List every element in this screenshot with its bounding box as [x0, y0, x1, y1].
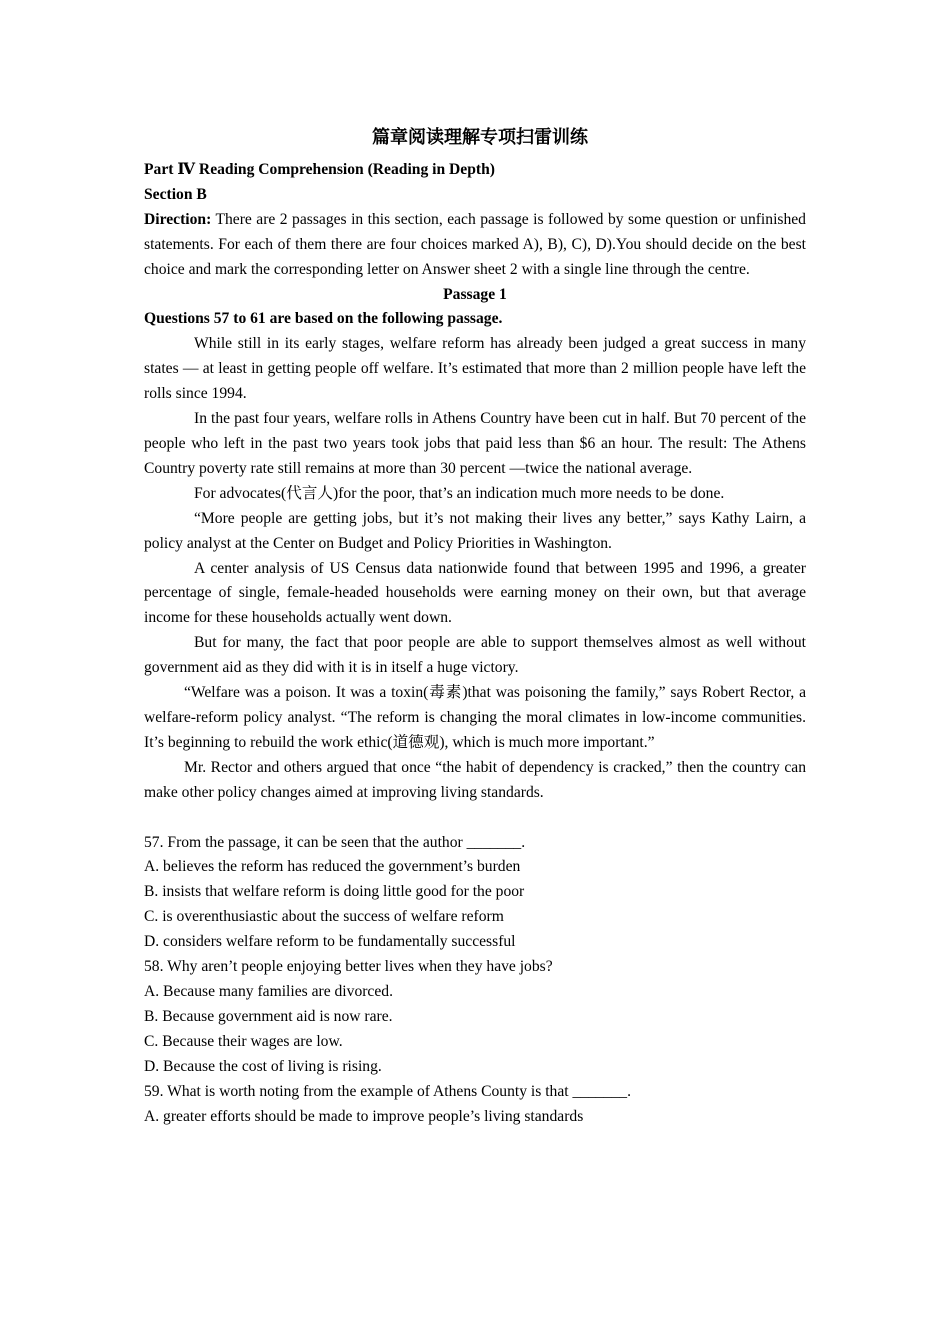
- answer-option: B. Because government aid is now rare.: [144, 1007, 393, 1025]
- passage-title: Passage 1: [443, 285, 507, 303]
- answer-option: C. Because their wages are low.: [144, 1032, 343, 1050]
- passage-paragraph: A center analysis of US Census data nationwide found that between 1995 and 1996, a greater percentage of single, female-headed households were earning money on their own, but that average income for these households actually went down.: [144, 559, 806, 627]
- part-heading: Part Ⅳ Reading Comprehension (Reading in Depth): [144, 161, 495, 178]
- direction-label: Direction:: [144, 210, 212, 228]
- answer-option: C. is overenthusiastic about the success of welfare reform: [144, 908, 504, 926]
- questions-intro: Questions 57 to 61 are based on the following passage.: [144, 310, 503, 328]
- passage-paragraph: While still in its early stages, welfare reform has already been judged a great success in many states — at least in getting people off welfare. It’s estimated that more than 2 million people have left the rolls since 1994.: [144, 335, 806, 403]
- answer-option: D. considers welfare reform to be fundamentally successful: [144, 933, 516, 951]
- answer-option: B. insists that welfare reform is doing little good for the poor: [144, 883, 525, 901]
- passage-paragraph: “More people are getting jobs, but it’s not making their lives any better,” says Kathy Lairn, a policy analyst at the Center on Budget and Policy Priorities in Washington.: [144, 509, 806, 552]
- direction-text: There are 2 passages in this section, each passage is followed by some question or unfinished statements. For each of them there are four choices marked A), B), C), D).You should decide on the best choice and mark the corresponding letter on Answer sheet 2 with a single line through the centre.: [144, 210, 806, 278]
- passage-paragraph: In the past four years, welfare rolls in Athens Country have been cut in half. But 70 percent of the people who left in the past two years took jobs that paid less than $6 an hour. The result: The Athens Country poverty rate still remains at more than 30 percent —twice the national average.: [144, 410, 806, 477]
- answer-option: D. Because the cost of living is rising.: [144, 1057, 382, 1075]
- passage-paragraph: “Welfare was a poison. It was a toxin(毒素)that was poisoning the family,” says Robert Rector, a welfare-reform policy analyst. “The reform is changing the moral climates in low-income communities. It’s beginning to rebuild the work ethic(道德观), which is much more important.”: [144, 684, 806, 751]
- passage-paragraph: But for many, the fact that poor people are able to support themselves almost as well without government aid as they did with it is in itself a huge victory.: [144, 634, 806, 677]
- spacer: [144, 806, 806, 831]
- direction-paragraph: [144, 208, 806, 283]
- passage-paragraph: Mr. Rector and others argued that once “the habit of dependency is cracked,” then the country can make other policy changes aimed at improving living standards.: [144, 758, 806, 801]
- section-heading: Section B: [144, 185, 207, 203]
- question-stem: 58. Why aren’t people enjoying better lives when they have jobs?: [144, 958, 553, 976]
- question-stem: 59. What is worth noting from the example of Athens County is that _______.: [144, 1082, 631, 1100]
- answer-option: A. Because many families are divorced.: [144, 983, 393, 1000]
- passage-paragraph: For advocates(代言人)for the poor, that’s an indication much more needs to be done.: [194, 484, 725, 502]
- answer-option: A. believes the reform has reduced the government’s burden: [144, 858, 521, 876]
- answer-option: A. greater efforts should be made to improve people’s living standards: [144, 1107, 584, 1125]
- page-title: 篇章阅读理解专项扫雷训练: [372, 127, 588, 147]
- document-body: [144, 122, 806, 1129]
- question-stem: 57. From the passage, it can be seen that the author _______.: [144, 833, 526, 851]
